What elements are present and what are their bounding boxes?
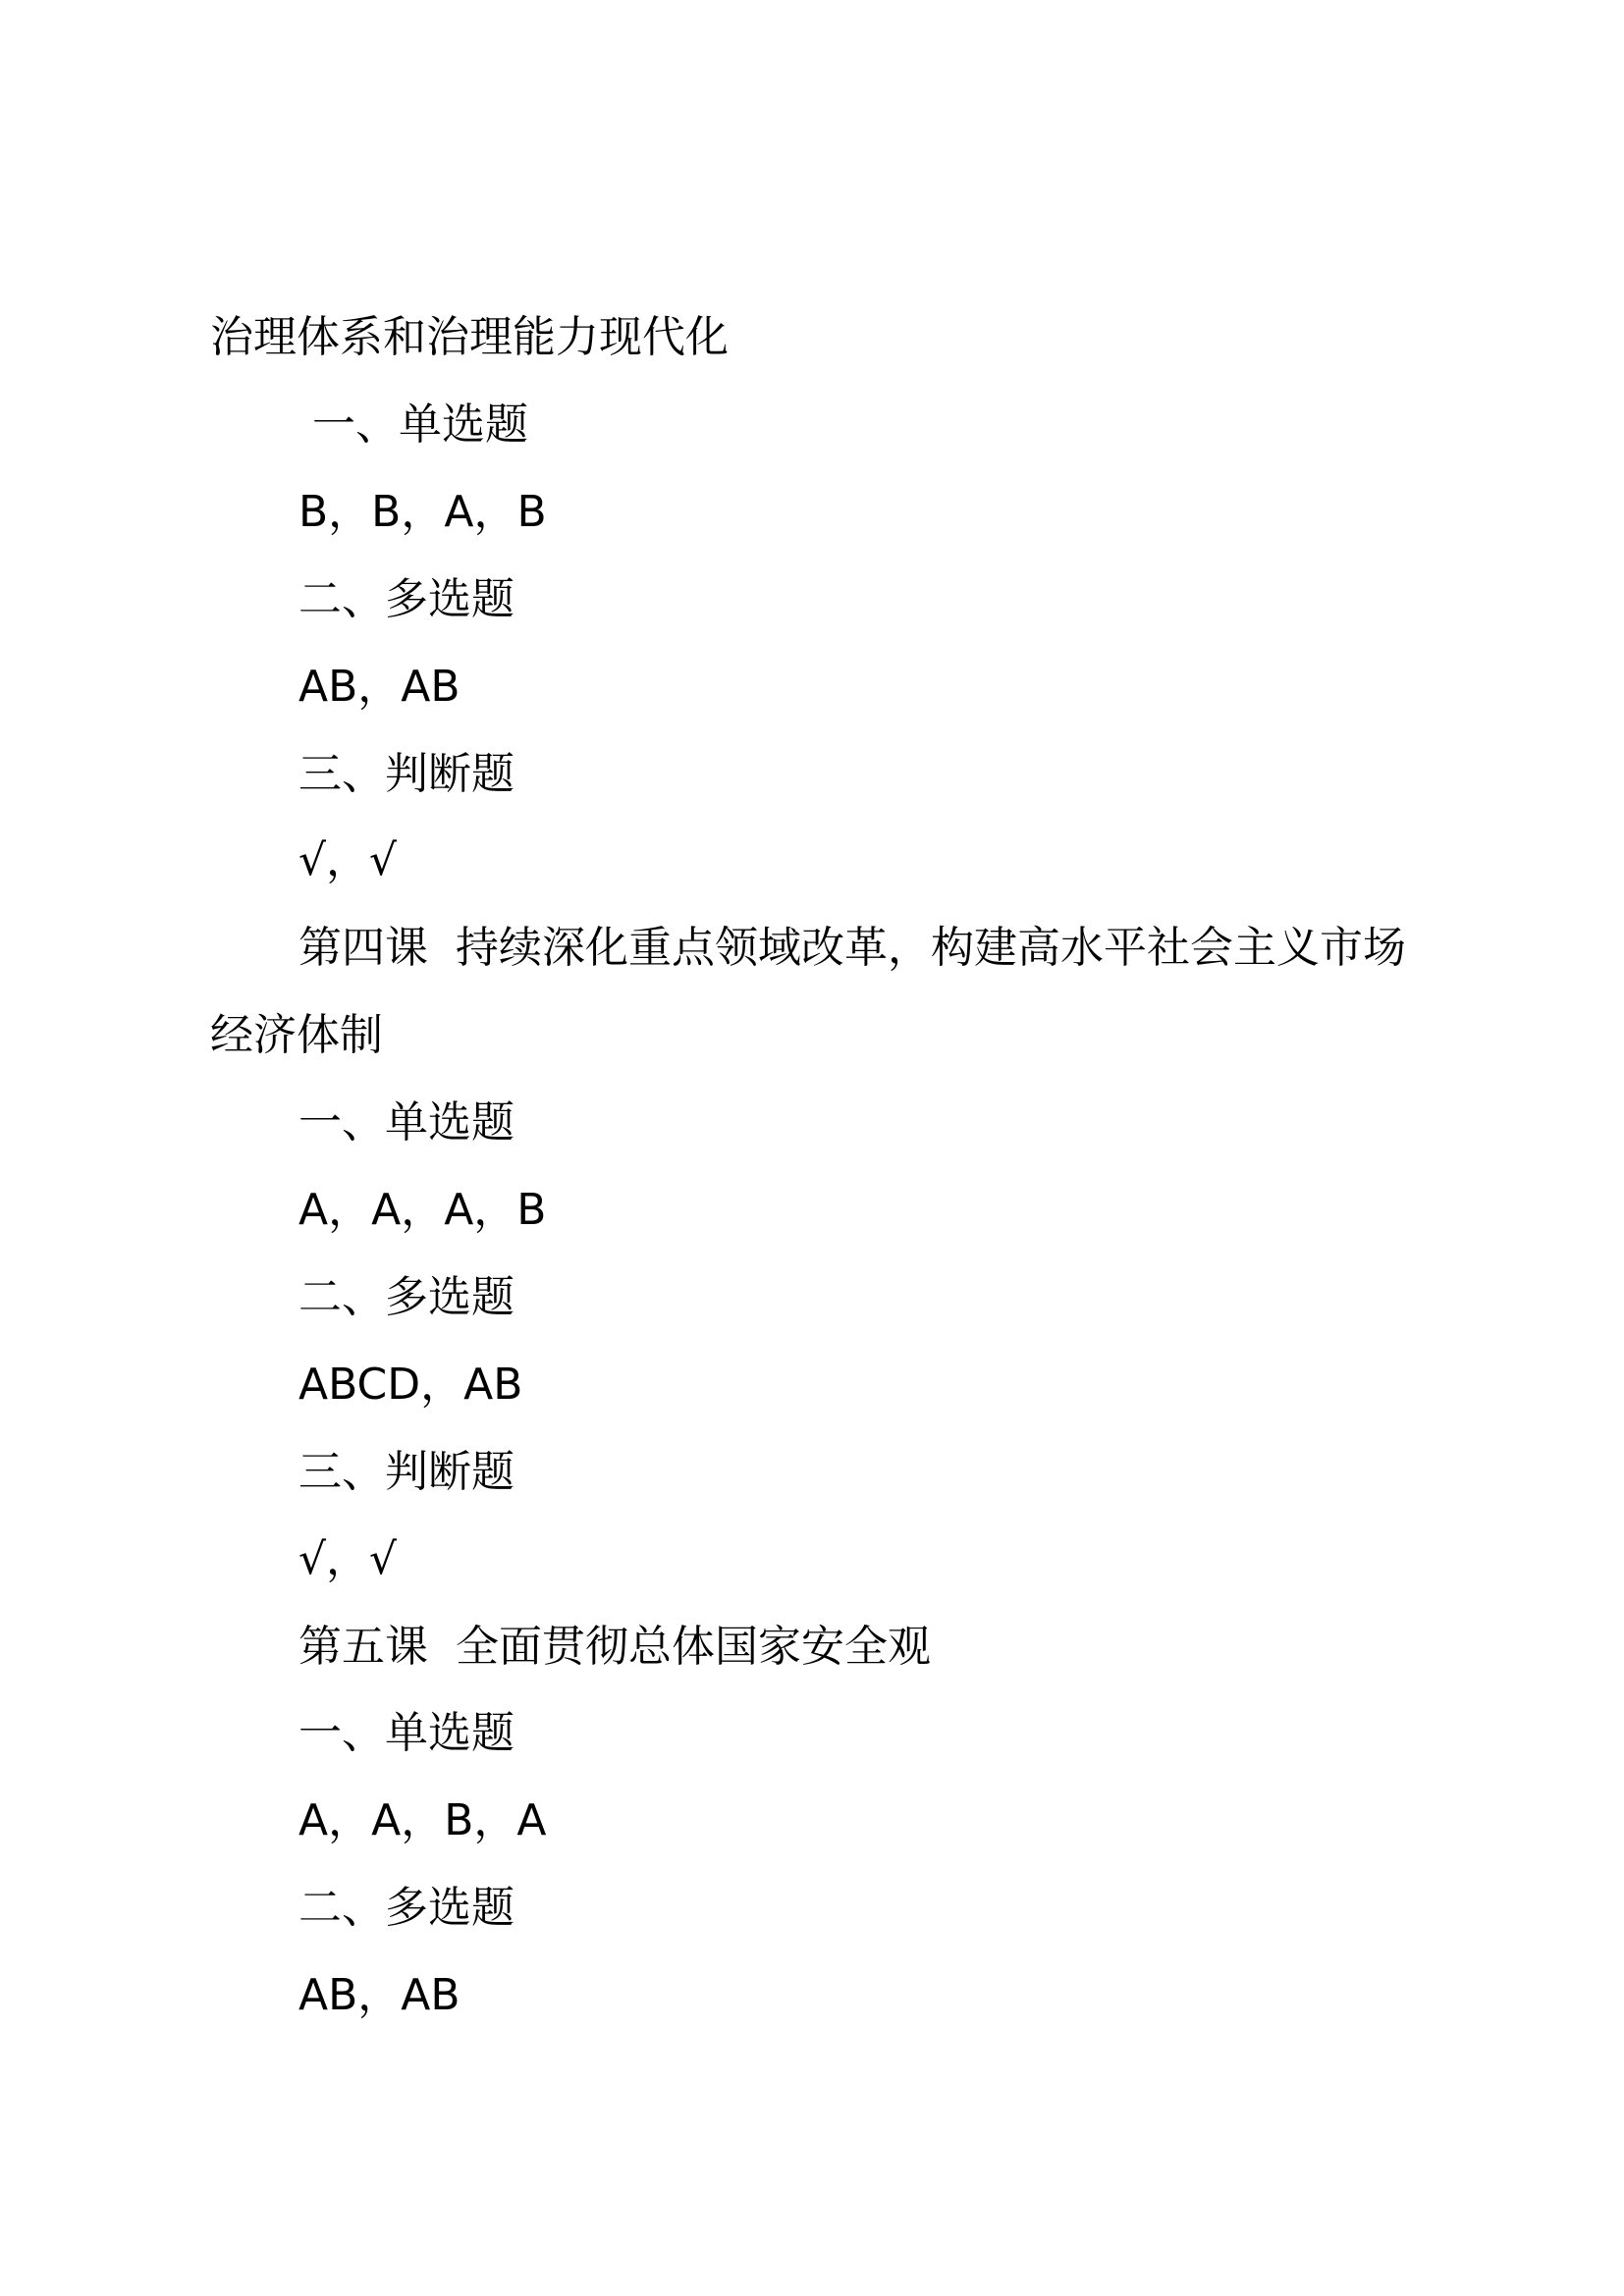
text-line: 一、单选题: [298, 1097, 514, 1148]
text-line: 经济体制: [210, 1010, 383, 1061]
text-line: AB，AB: [298, 661, 460, 712]
text-line: 二、多选题: [298, 1271, 514, 1322]
text-line: 第五课 全面贯彻总体国家安全观: [298, 1621, 931, 1672]
text-line: √，√: [298, 1533, 398, 1584]
text-line: 三、判断题: [298, 748, 514, 799]
text-line: √，√: [298, 835, 398, 886]
text-line: AB，AB: [298, 1970, 460, 2021]
text-line: ABCD，AB: [298, 1359, 523, 1410]
text-line: A，A，A，B: [298, 1185, 547, 1235]
text-line: 治理体系和治理能力现代化: [210, 312, 729, 362]
text-line: 一、单选题: [298, 1708, 514, 1759]
text-line: 一、单选题: [298, 399, 528, 450]
text-line: B，B，A，B: [298, 486, 547, 537]
text-line: 三、判断题: [298, 1446, 514, 1497]
text-line: 二、多选题: [298, 1883, 514, 1934]
text-line: A，A，B，A: [298, 1795, 547, 1846]
text-line: 二、多选题: [298, 573, 514, 624]
text-line: 第四课 持续深化重点领域改革，构建高水平社会主义市场: [298, 923, 1406, 974]
